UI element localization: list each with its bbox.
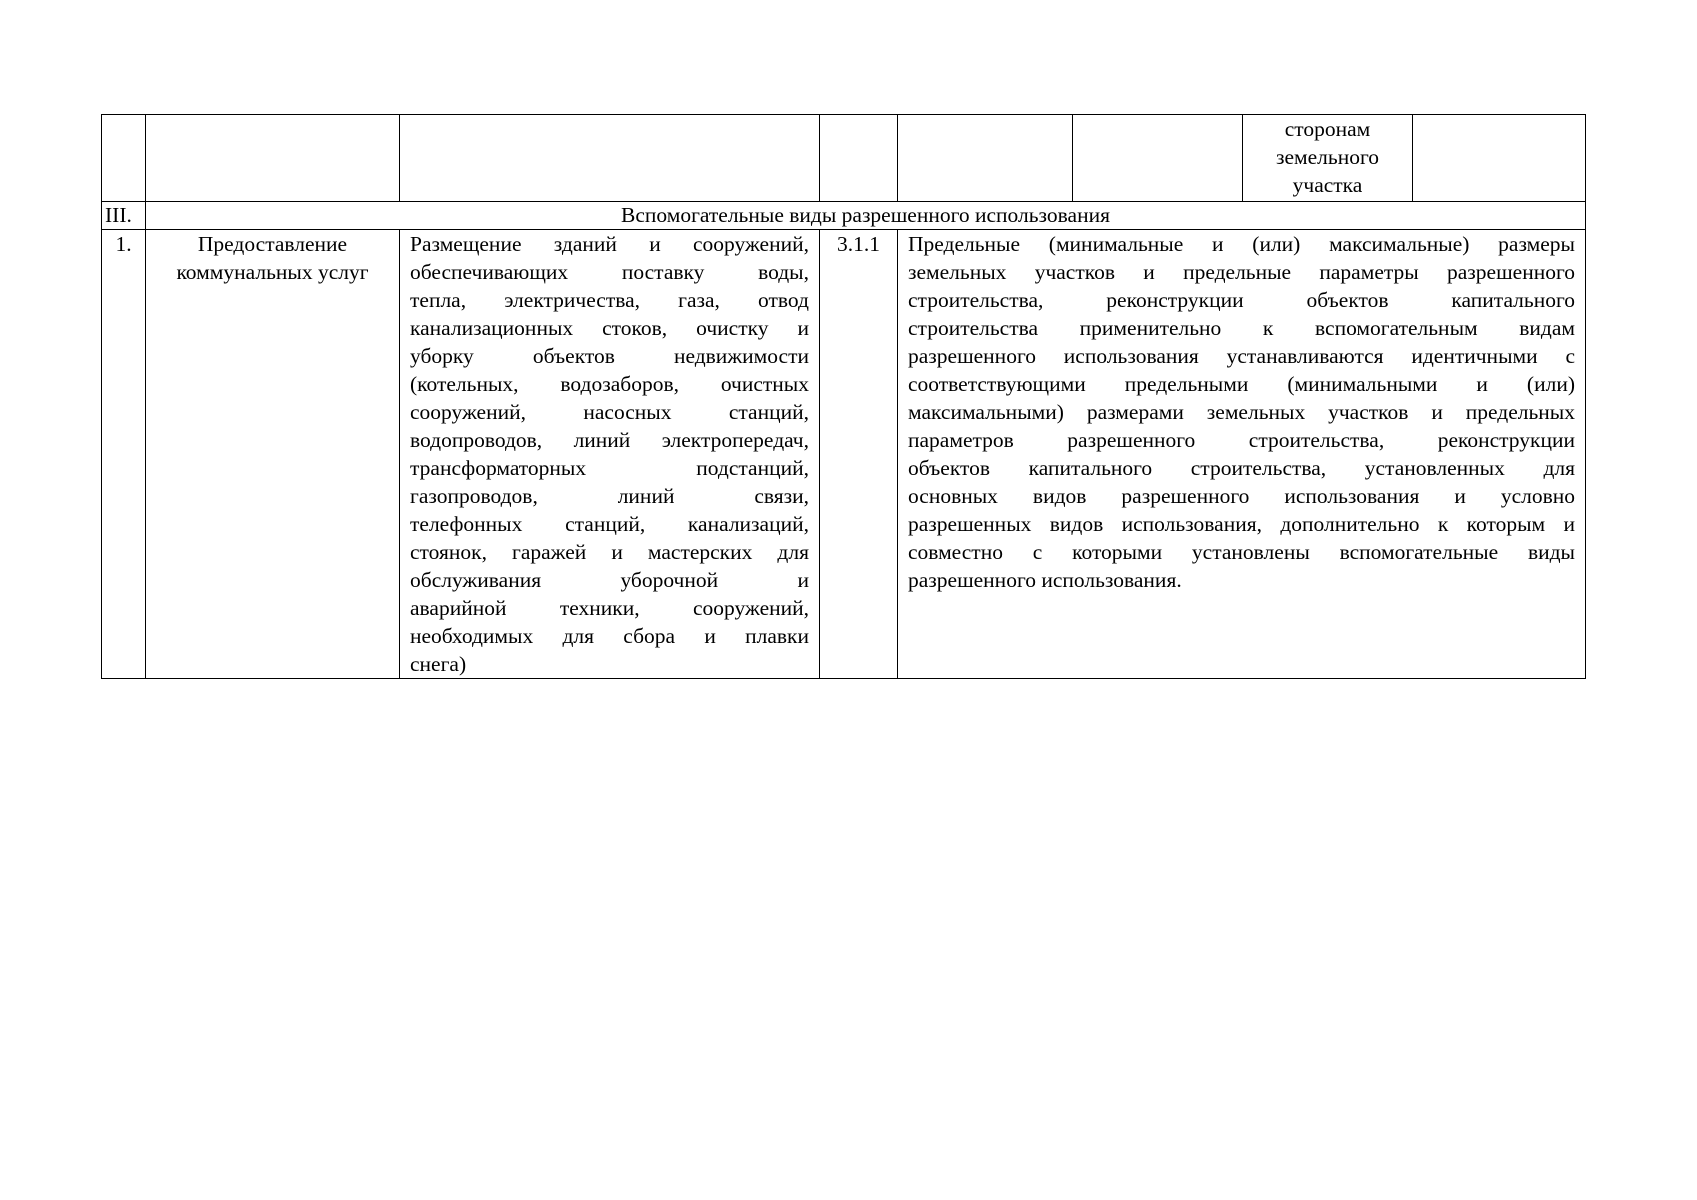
item-description-cell: [400, 230, 820, 679]
parameters-line: максимальными) размерами земельных участков и предельных: [908, 400, 1575, 424]
parameters-line: разрешенного использования устанавливаются идентичными с: [908, 344, 1575, 368]
description-line: обслуживания уборочной и: [410, 568, 809, 592]
description-line: аварийной техники, сооружений,: [410, 596, 809, 620]
description-line: необходимых для сбора и плавки: [410, 624, 809, 648]
text-line: земельного: [1275, 145, 1379, 169]
description-line: трансформаторных подстанций,: [410, 456, 809, 480]
description-line: (котельных, водозаборов, очистных: [410, 372, 809, 396]
parameters-line: разрешенного использования.: [908, 568, 1182, 592]
parameters-line: совместно с которыми установлены вспомогательные виды: [908, 540, 1575, 564]
item-code: 3.1.1: [820, 230, 898, 679]
description-line: уборку объектов недвижимости: [410, 344, 809, 368]
continuation-text-cell: [1243, 115, 1413, 202]
empty-cell: [400, 115, 820, 202]
parameters-line: земельных участков и предельные параметры разрешенного: [908, 260, 1575, 284]
continuation-row: [102, 115, 1586, 202]
zoning-table: [101, 114, 1586, 679]
empty-cell: [898, 115, 1073, 202]
empty-cell: [102, 115, 146, 202]
parameters-line: Предельные (минимальные и (или) максимальные) размеры: [908, 232, 1575, 256]
description-line: тепла, электричества, газа, отвод: [410, 288, 809, 312]
item-name-cell: [146, 230, 400, 679]
empty-cell: [146, 115, 400, 202]
section-title: Вспомогательные виды разрешенного использования: [146, 202, 1586, 230]
description-line: газопроводов, линий связи,: [410, 484, 809, 508]
parameters-line: разрешенных видов использования, дополнительно к которым и: [908, 512, 1575, 536]
item-name-line: Предоставление: [197, 232, 348, 256]
empty-cell: [820, 115, 898, 202]
description-line: водопроводов, линий электропередач,: [410, 428, 809, 452]
description-line: телефонных станций, канализаций,: [410, 512, 809, 536]
description-line: Размещение зданий и сооружений,: [410, 232, 809, 256]
description-line: снега): [410, 652, 467, 676]
description-line: сооружений, насосных станций,: [410, 400, 809, 424]
parameters-line: соответствующими предельными (минимальными и (или): [908, 372, 1575, 396]
parameters-line: объектов капитального строительства, установленных для: [908, 456, 1575, 480]
text-line: участка: [1292, 173, 1363, 197]
empty-cell: [1073, 115, 1243, 202]
section-number: III.: [102, 202, 146, 230]
parameters-line: строительства, реконструкции объектов капитального: [908, 288, 1575, 312]
item-name-line: коммунальных услуг: [176, 260, 369, 284]
section-header-row: [102, 202, 1586, 230]
item-row: [102, 230, 1586, 679]
text-line: сторонам: [1284, 117, 1371, 141]
empty-cell: [1413, 115, 1586, 202]
parameters-line: основных видов разрешенного использования и условно: [908, 484, 1575, 508]
parameters-line: параметров разрешенного строительства, реконструкции: [908, 428, 1575, 452]
description-line: обеспечивающих поставку воды,: [410, 260, 809, 284]
item-number: 1.: [102, 230, 146, 679]
description-line: канализационных стоков, очистку и: [410, 316, 809, 340]
parameters-line: строительства применительно к вспомогательным видам: [908, 316, 1575, 340]
description-line: стоянок, гаражей и мастерских для: [410, 540, 809, 564]
item-parameters-cell: [898, 230, 1586, 679]
